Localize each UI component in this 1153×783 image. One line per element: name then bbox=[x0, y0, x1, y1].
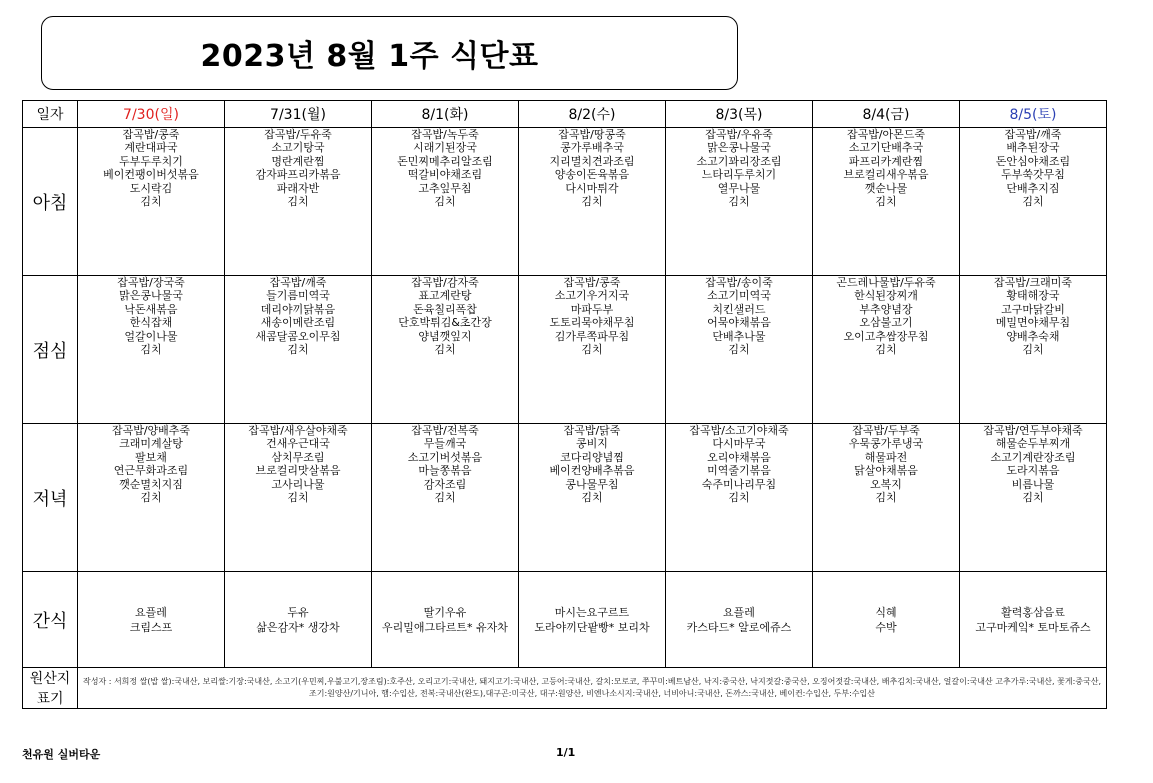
dish-item: 돈육칠리폭찹 bbox=[413, 302, 477, 316]
header-row bbox=[23, 101, 1107, 128]
dish-item: 숙주미나리무침 bbox=[701, 477, 777, 491]
dish-item: 연근무화과조림 bbox=[113, 464, 189, 478]
dish-item: 잡곡밥/우유죽 bbox=[705, 128, 773, 141]
meal-row bbox=[23, 572, 1107, 668]
menu-cell-wed bbox=[519, 128, 666, 276]
dish-item: 다시마무국 bbox=[712, 437, 766, 451]
dish-item: 김치 bbox=[287, 343, 309, 357]
dish-item: 잡곡밥/양배추죽 bbox=[111, 424, 191, 437]
dish-item: 김치 bbox=[434, 491, 456, 505]
dish-item: 무들깨국 bbox=[423, 437, 467, 451]
dish-item: 닭살야채볶음 bbox=[854, 464, 918, 478]
dish-item: 고구마닭갈비 bbox=[1001, 302, 1065, 316]
dish-item: 치킨샐러드 bbox=[712, 302, 766, 316]
dish-item: 미역줄기볶음 bbox=[707, 464, 771, 478]
menu-cell-mon bbox=[225, 572, 372, 668]
dish-item: 새송이메란조림 bbox=[260, 316, 336, 330]
dish-item: 돈민찌메추리알조림 bbox=[397, 154, 493, 168]
dish-item: 한식된장찌개 bbox=[854, 289, 918, 303]
dish-item: 잡곡밥/녹두죽 bbox=[411, 128, 479, 141]
dish-item: 메밀면야채무침 bbox=[995, 316, 1071, 330]
dish-item: 크래미계살탕 bbox=[119, 437, 183, 451]
dish-item: 건새우근대국 bbox=[266, 437, 330, 451]
title-box bbox=[41, 16, 738, 90]
dish-item: 콩나물무침 bbox=[565, 477, 619, 491]
dish-item: 돈안심야채조림 bbox=[995, 154, 1071, 168]
dish-item: 마늘쫑볶음 bbox=[418, 464, 472, 478]
dish-item: 소고기미역국 bbox=[707, 289, 771, 303]
dish-item: 잡곡밥/전복죽 bbox=[411, 424, 479, 437]
day-header-fri: 8/4(금) bbox=[813, 101, 960, 128]
dish-item: 베이컨양배추볶음 bbox=[549, 464, 635, 478]
meal-label: 저녁 bbox=[23, 424, 78, 572]
dish-item: 양념깻잎지 bbox=[418, 329, 472, 343]
dish-item: 잡곡밥/송이죽 bbox=[705, 276, 773, 289]
dish-item: 잡곡밥/아몬드죽 bbox=[846, 128, 926, 141]
menu-cell-sat bbox=[960, 128, 1107, 276]
dish-item: 잡곡밥/연두부야채죽 bbox=[983, 424, 1083, 437]
dish-item: 오복지 bbox=[870, 477, 902, 491]
dish-item: 도시락김 bbox=[129, 181, 173, 195]
menu-cell-sun bbox=[78, 572, 225, 668]
menu-cell-tue bbox=[372, 128, 519, 276]
meal-row bbox=[23, 128, 1107, 276]
dish-item: 소고기탕국 bbox=[271, 141, 325, 155]
dish-item: 잡곡밥/깨죽 bbox=[1004, 128, 1062, 141]
menu-cell-tue bbox=[372, 424, 519, 572]
dish-item: 잡곡밥/두부죽 bbox=[852, 424, 920, 437]
dish-item: 도토리묵야채무침 bbox=[549, 316, 635, 330]
menu-cell-tue bbox=[372, 276, 519, 424]
dish-item: 오이고추쌈장무침 bbox=[843, 329, 929, 343]
dish-item: 김치 bbox=[1022, 195, 1044, 209]
menu-cell-thu bbox=[666, 128, 813, 276]
dish-item: 도라지볶음 bbox=[1006, 464, 1060, 478]
day-header-sun: 7/30(일) bbox=[78, 101, 225, 128]
dish-item: 마파두부 bbox=[570, 302, 614, 316]
dish-item: 어묵야채볶음 bbox=[707, 316, 771, 330]
menu-cell-fri bbox=[813, 424, 960, 572]
dish-item: 들기름미역국 bbox=[266, 289, 330, 303]
dish-item: 김치 bbox=[581, 195, 603, 209]
dish-item: 카스타드* 알로에쥬스 bbox=[686, 620, 792, 634]
dish-item: 도라야끼단팥빵* 보리차 bbox=[534, 620, 650, 634]
menu-cell-fri bbox=[813, 276, 960, 424]
menu-cell-thu bbox=[666, 424, 813, 572]
dish-item: 마시는요구르트 bbox=[554, 605, 630, 619]
dish-item: 두유 bbox=[287, 605, 309, 619]
dish-item: 오리야채볶음 bbox=[707, 450, 771, 464]
menu-cell-mon bbox=[225, 128, 372, 276]
dish-item: 잡곡밥/콩죽 bbox=[122, 128, 180, 141]
dish-item: 베이컨팽이버섯볶음 bbox=[103, 168, 199, 182]
dish-item: 김치 bbox=[728, 491, 750, 505]
dish-item: 오삼불고기 bbox=[859, 316, 913, 330]
dish-item: 파프리카계란찜 bbox=[848, 154, 924, 168]
dish-item: 김치 bbox=[875, 491, 897, 505]
menu-cell-wed bbox=[519, 424, 666, 572]
dish-item: 고구마케잌* 토마토쥬스 bbox=[975, 620, 1091, 634]
dish-item: 김치 bbox=[875, 195, 897, 209]
dish-item: 감자조림 bbox=[423, 477, 467, 491]
dish-item: 다시마튀각 bbox=[565, 181, 619, 195]
dish-item: 김치 bbox=[875, 343, 897, 357]
origin-label: 원산지 표기 bbox=[23, 668, 78, 709]
dish-item: 팔보채 bbox=[135, 450, 167, 464]
dish-item: 잡곡밥/크래미죽 bbox=[993, 276, 1073, 289]
day-header-sat: 8/5(토) bbox=[960, 101, 1107, 128]
dish-item: 잡곡밥/콩죽 bbox=[563, 276, 621, 289]
dish-item: 데리야끼닭볶음 bbox=[260, 302, 336, 316]
dish-item: 콩비지 bbox=[576, 437, 608, 451]
dish-item: 크림스프 bbox=[129, 620, 173, 634]
dish-item: 맑은콩나물국 bbox=[119, 289, 183, 303]
menu-cell-fri bbox=[813, 572, 960, 668]
dish-item: 깻순나물 bbox=[864, 181, 908, 195]
menu-cell-mon bbox=[225, 276, 372, 424]
dish-item: 김치 bbox=[140, 491, 162, 505]
dish-item: 느타리두루치기 bbox=[701, 168, 777, 182]
dish-item: 시래기된장국 bbox=[413, 141, 477, 155]
dish-item: 깻순멸치지짐 bbox=[119, 477, 183, 491]
meal-body bbox=[23, 128, 1107, 668]
dish-item: 소고기우거지국 bbox=[554, 289, 630, 303]
dish-item: 김치 bbox=[581, 491, 603, 505]
dish-item: 두부두루치기 bbox=[119, 154, 183, 168]
day-header-wed: 8/2(수) bbox=[519, 101, 666, 128]
menu-cell-sun bbox=[78, 128, 225, 276]
dish-item: 계란대파국 bbox=[124, 141, 178, 155]
dish-item: 지리멸치견과조림 bbox=[549, 154, 635, 168]
dish-item: 잡곡밥/두유죽 bbox=[264, 128, 332, 141]
dish-item: 김치 bbox=[140, 195, 162, 209]
footer-org: 천유원 실버타운 bbox=[22, 748, 101, 761]
origin-row bbox=[23, 668, 1107, 709]
meal-label: 점심 bbox=[23, 276, 78, 424]
meal-row bbox=[23, 424, 1107, 572]
dish-item: 잡곡밥/땅콩죽 bbox=[558, 128, 626, 141]
dish-item: 부추양념장 bbox=[859, 302, 913, 316]
dish-item: 김치 bbox=[287, 195, 309, 209]
dish-item: 고추잎무침 bbox=[418, 181, 472, 195]
dish-item: 잡곡밥/닭죽 bbox=[563, 424, 621, 437]
dish-item: 잡곡밥/소고기야채죽 bbox=[689, 424, 789, 437]
dish-item: 두부쑥갓무침 bbox=[1001, 168, 1065, 182]
dish-item: 곤드레나물밥/두유죽 bbox=[836, 276, 936, 289]
day-header-thu: 8/3(목) bbox=[666, 101, 813, 128]
dish-item: 김치 bbox=[1022, 491, 1044, 505]
dish-item: 잡곡밥/깨죽 bbox=[269, 276, 327, 289]
menu-cell-sat bbox=[960, 424, 1107, 572]
menu-cell-tue bbox=[372, 572, 519, 668]
dish-item: 파래자반 bbox=[276, 181, 320, 195]
dish-item: 표고계란탕 bbox=[418, 289, 472, 303]
menu-cell-sun bbox=[78, 424, 225, 572]
dish-item: 수박 bbox=[875, 620, 897, 634]
footer-page-number: 1/1 bbox=[556, 746, 576, 759]
dish-item: 김치 bbox=[434, 195, 456, 209]
dish-item: 맑은콩나물국 bbox=[707, 141, 771, 155]
dish-item: 소고기단배추국 bbox=[848, 141, 924, 155]
dish-item: 우묵콩가루냉국 bbox=[848, 437, 924, 451]
menu-cell-thu bbox=[666, 572, 813, 668]
dish-item: 떡갈비야채조림 bbox=[407, 168, 483, 182]
dish-item: 요플레 bbox=[723, 605, 755, 619]
dish-item: 황태해장국 bbox=[1006, 289, 1060, 303]
menu-cell-wed bbox=[519, 572, 666, 668]
dish-item: 새콤달콤오이무침 bbox=[255, 329, 341, 343]
dish-item: 김치 bbox=[581, 343, 603, 357]
origin-text: 작성자 : 서희정 쌀(밥 쌀):국내산, 보리쌀:기장:국내산, 소고기(우민찌,우불고기,장조림):호주산, 오리고기:국내산, 돼지고기:국내산, 고등어:국내산, 갈치:모로코, 쭈꾸미:베트남산, 낙지:중국산, 낙지젓갈:중국산, 오징어젓갈:국내산, 배추김치:국내산, 얼갈이:국내산 고추가루:국내산, 꽃게:중국산, 조기:원양산/기니아, 햄:수입산, 전복:국내산(완도),대구곤:미국산, 대구:원양산, 비엔나소시지:국내산, 너비아니:국내산, 돈까스:국내산, 베이컨:수입산, 두부:수입산 bbox=[78, 668, 1107, 709]
dish-item: 단배추나물 bbox=[712, 329, 766, 343]
dish-item: 비름나물 bbox=[1011, 477, 1055, 491]
dish-item: 양송이돈육볶음 bbox=[554, 168, 630, 182]
menu-cell-thu bbox=[666, 276, 813, 424]
dish-item: 고사리나물 bbox=[271, 477, 325, 491]
day-header-tue: 8/1(화) bbox=[372, 101, 519, 128]
dish-item: 소고기계란장조림 bbox=[990, 450, 1076, 464]
dish-item: 요플레 bbox=[135, 605, 167, 619]
dish-item: 잡곡밥/새우살야채죽 bbox=[248, 424, 348, 437]
dish-item: 해물순두부찌개 bbox=[995, 437, 1071, 451]
dish-item: 잡곡밥/감자죽 bbox=[411, 276, 479, 289]
dish-item: 딸기우유 bbox=[423, 605, 467, 619]
dish-item: 얼갈이나물 bbox=[124, 329, 178, 343]
dish-item: 김가루쪽파무침 bbox=[554, 329, 630, 343]
dish-item: 낙돈새볶음 bbox=[124, 302, 178, 316]
dish-item: 김치 bbox=[140, 343, 162, 357]
dish-item: 브로컬리새우볶음 bbox=[843, 168, 929, 182]
menu-cell-sat bbox=[960, 572, 1107, 668]
menu-cell-sat bbox=[960, 276, 1107, 424]
meal-label: 아침 bbox=[23, 128, 78, 276]
dish-item: 한식잡채 bbox=[129, 316, 173, 330]
meal-label: 간식 bbox=[23, 572, 78, 668]
menu-cell-fri bbox=[813, 128, 960, 276]
dish-item: 김치 bbox=[434, 343, 456, 357]
date-label: 일자 bbox=[23, 101, 78, 128]
dish-item: 김치 bbox=[287, 491, 309, 505]
dish-item: 김치 bbox=[728, 195, 750, 209]
meal-row bbox=[23, 276, 1107, 424]
dish-item: 소고기꽈리장조림 bbox=[696, 154, 782, 168]
dish-item: 단배추지짐 bbox=[1006, 181, 1060, 195]
dish-item: 감자파프리카볶음 bbox=[255, 168, 341, 182]
dish-item: 명란계란찜 bbox=[271, 154, 325, 168]
dish-item: 소고기버섯볶음 bbox=[407, 450, 483, 464]
page-title: 2023년 8월 1주 식단표 bbox=[200, 39, 539, 74]
dish-item: 코다리양념찜 bbox=[560, 450, 624, 464]
dish-item: 활력홍삼음료 bbox=[1001, 605, 1065, 619]
dish-item: 브로컬리맛살볶음 bbox=[255, 464, 341, 478]
dish-item: 콩가루배추국 bbox=[560, 141, 624, 155]
dish-item: 김치 bbox=[728, 343, 750, 357]
dish-item: 해물파전 bbox=[864, 450, 908, 464]
dish-item: 배추된장국 bbox=[1006, 141, 1060, 155]
dish-item: 김치 bbox=[1022, 343, 1044, 357]
dish-item: 삶은감자* 생강차 bbox=[256, 620, 340, 634]
menu-cell-sun bbox=[78, 276, 225, 424]
dish-item: 식혜 bbox=[875, 605, 897, 619]
dish-item: 열무나물 bbox=[717, 181, 761, 195]
dish-item: 단호박튀김&초간장 bbox=[398, 316, 492, 330]
dish-item: 잡곡밥/장국죽 bbox=[117, 276, 185, 289]
menu-cell-wed bbox=[519, 276, 666, 424]
menu-table bbox=[22, 100, 1107, 709]
dish-item: 양배추숙채 bbox=[1006, 329, 1060, 343]
menu-cell-mon bbox=[225, 424, 372, 572]
dish-item: 우리밀애그타르트* 유자차 bbox=[382, 620, 508, 634]
dish-item: 삼치무조림 bbox=[271, 450, 325, 464]
day-header-mon: 7/31(월) bbox=[225, 101, 372, 128]
